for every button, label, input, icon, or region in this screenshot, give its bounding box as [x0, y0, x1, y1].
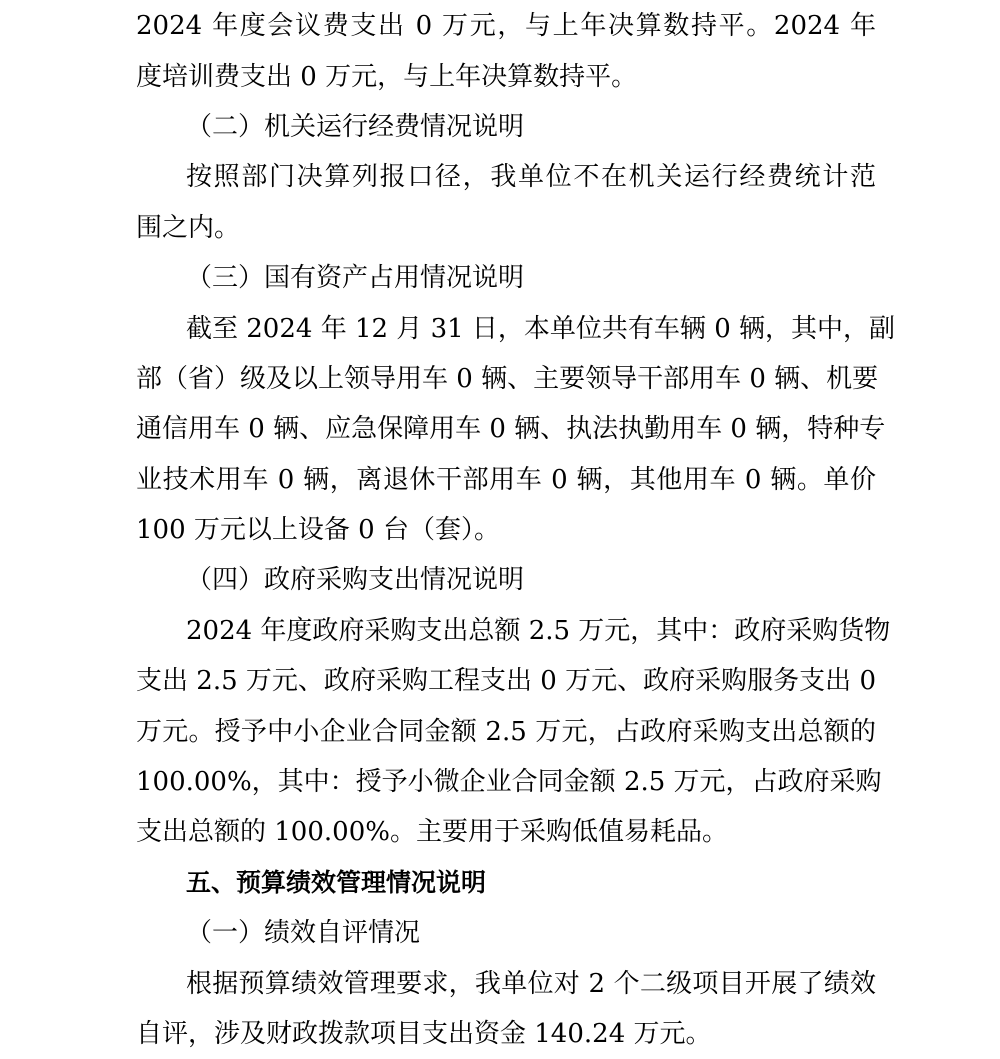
paragraph-line: 100 万元以上设备 0 台（套）。 — [136, 515, 500, 545]
paragraph-line: 通信用车 0 辆、应急保障用车 0 辆、执法执勤用车 0 辆，特种专 — [136, 414, 886, 444]
subsection-heading: （二）机关运行经费情况说明 — [186, 112, 525, 142]
paragraph-line: 根据预算绩效管理要求，我单位对 2 个二级项目开展了绩效 — [186, 969, 876, 999]
paragraph-line: 支出 2.5 万元、政府采购工程支出 0 万元、政府采购服务支出 0 — [136, 666, 876, 696]
paragraph-line: 支出总额的 100.00%。主要用于采购低值易耗品。 — [136, 817, 728, 847]
paragraph-line: 业技术用车 0 辆，离退休干部用车 0 辆，其他用车 0 辆。单价 — [136, 465, 876, 495]
paragraph-line: 2024 年度会议费支出 0 万元，与上年决算数持平。2024 年 — [136, 11, 876, 41]
section-heading: 五、预算绩效管理情况说明 — [186, 868, 487, 897]
subsection-heading: （四）政府采购支出情况说明 — [186, 565, 525, 595]
paragraph-line: 部（省）级及以上领导用车 0 辆、主要领导干部用车 0 辆、机要 — [136, 364, 879, 394]
paragraph-line: 万元。授予中小企业合同金额 2.5 万元，占政府采购支出总额的 — [136, 717, 876, 747]
subsection-heading: （三）国有资产占用情况说明 — [186, 263, 525, 293]
paragraph-line: 截至 2024 年 12 月 31 日，本单位共有车辆 0 辆，其中，副 — [186, 314, 895, 344]
paragraph-line: 度培训费支出 0 万元，与上年决算数持平。 — [136, 62, 638, 92]
paragraph-line: 按照部门决算列报口径，我单位不在机关运行经费统计范 — [186, 162, 876, 192]
paragraph-line: 100.00%，其中：授予小微企业合同金额 2.5 万元，占政府采购 — [136, 767, 882, 797]
paragraph-line: 2024 年度政府采购支出总额 2.5 万元，其中：政府采购货物 — [186, 616, 891, 646]
subsection-heading: （一）绩效自评情况 — [186, 918, 421, 948]
paragraph-line: 自评，涉及财政拨款项目支出资金 140.24 万元。 — [136, 1019, 712, 1049]
paragraph-line: 围之内。 — [136, 213, 241, 243]
